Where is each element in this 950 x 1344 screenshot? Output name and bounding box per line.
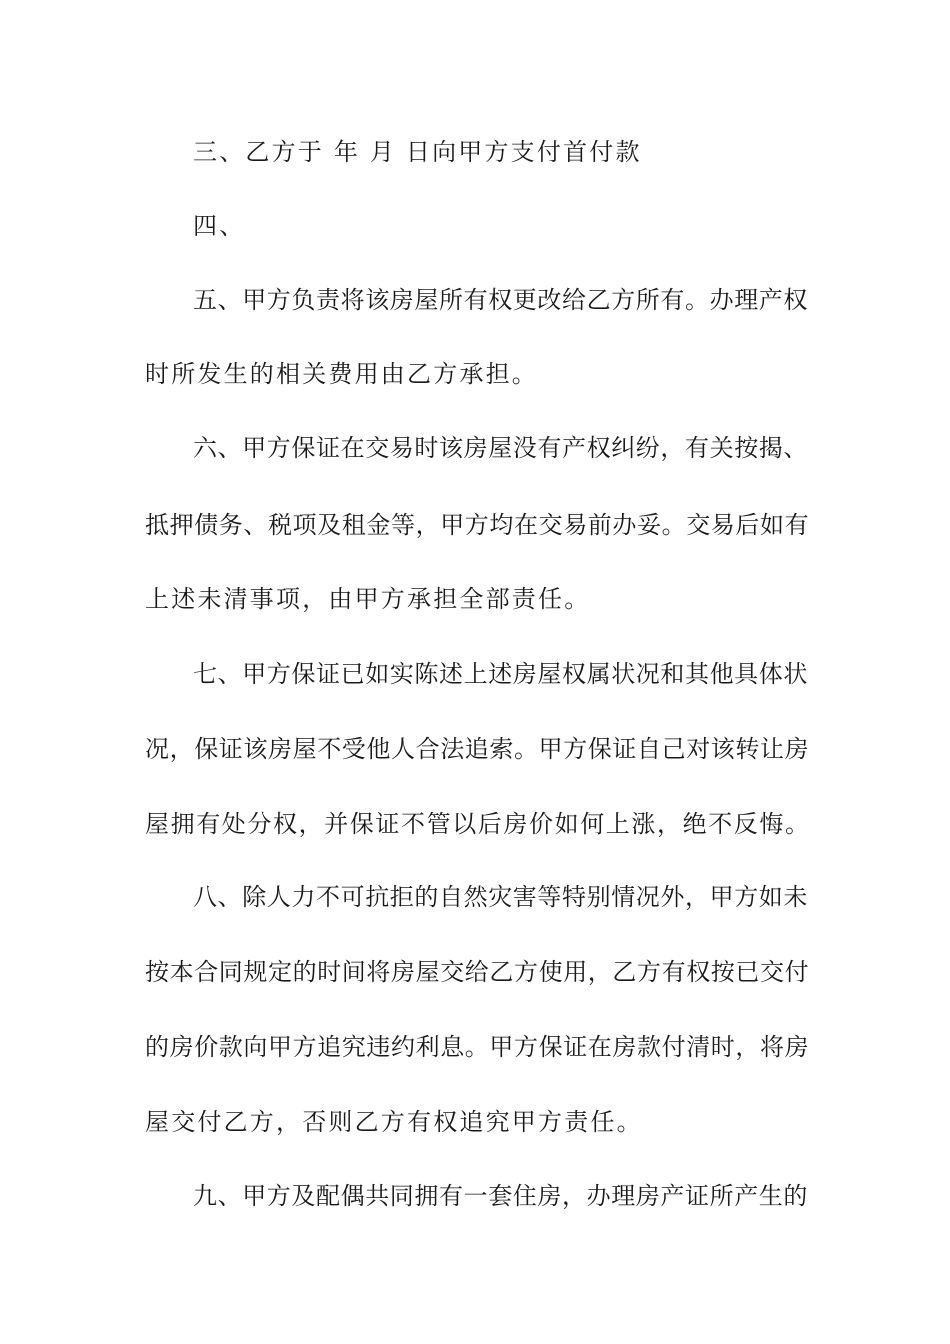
clause-3-line-1: 三、乙方于 年 月 日向甲方支付首付款 <box>193 138 642 166</box>
clause-7-line-1: 七、甲方保证已如实陈述上述房屋权属状况和其他具体状 <box>193 660 808 688</box>
clause-8-line-2: 按本合同规定的时间将房屋交给乙方使用，乙方有权按已交付 <box>145 958 810 986</box>
clause-9-line-1: 九、甲方及配偶共同拥有一套住房，办理房产证所产生的 <box>193 1182 808 1210</box>
clause-7-line-2: 况，保证该房屋不受他人合法追索。甲方保证自己对该转让房 <box>145 735 810 763</box>
clause-4-line-1: 四、 <box>193 212 246 240</box>
clause-6-line-1: 六、甲方保证在交易时该房屋没有产权纠纷，有关按揭、 <box>193 434 808 462</box>
clause-8-line-1: 八、除人力不可抗拒的自然灾害等特别情况外，甲方如未 <box>193 883 808 911</box>
clause-5-line-1: 五、甲方负责将该房屋所有权更改给乙方所有。办理产权 <box>193 286 808 314</box>
clause-8-line-4: 屋交付乙方，否则乙方有权追究甲方责任。 <box>145 1108 643 1136</box>
clause-6-line-3: 上述未清事项，由甲方承担全部责任。 <box>145 585 591 613</box>
clause-6-line-2: 抵押债务、税项及租金等，甲方均在交易前办妥。交易后如有 <box>145 511 810 539</box>
clause-8-line-3: 的房价款向甲方追究违约利息。甲方保证在房款付清时，将房 <box>145 1033 810 1061</box>
clause-5-line-2: 时所发生的相关费用由乙方承担。 <box>145 360 538 388</box>
clause-7-line-3: 屋拥有处分权，并保证不管以后房价如何上涨，绝不反悔。 <box>145 810 811 838</box>
